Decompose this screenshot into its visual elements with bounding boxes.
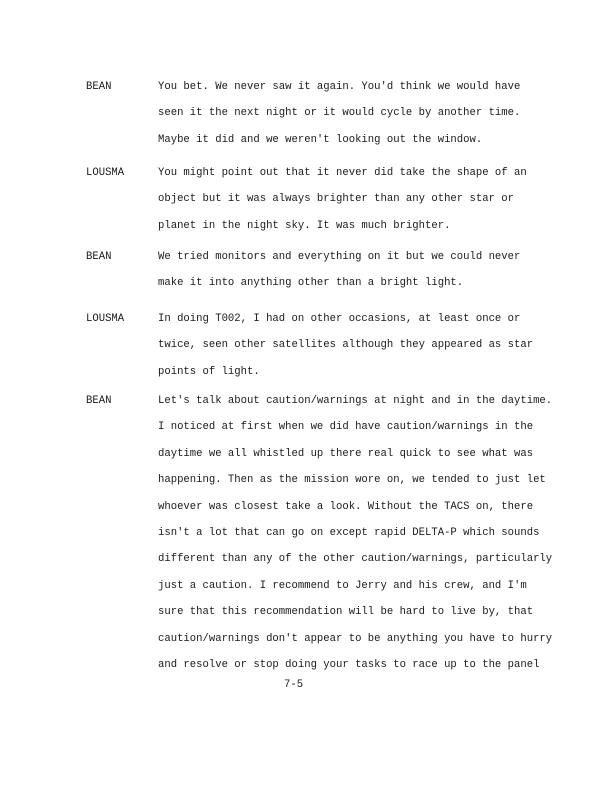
speech-line: make it into anything other than a bright light. — [158, 277, 464, 290]
speech-line: Let's talk about caution/warnings at night and in the daytime. — [158, 395, 553, 407]
speaker-label: BEAN — [86, 395, 112, 407]
speech-line: and resolve or stop doing your tasks to race up to the panel — [158, 659, 540, 672]
speech-line: You might point out that it never did take the shape of an — [158, 167, 527, 179]
speaker-label: BEAN — [86, 81, 112, 93]
speech-line: Maybe it did and we weren't looking out the window. — [158, 133, 483, 146]
speech-line: isn't a lot that can go on except rapid DELTA-P which sounds — [158, 527, 540, 540]
speech-line: whoever was closest take a look. Without the TACS on, there — [158, 500, 534, 513]
speech-line: sure that this recommendation will be hard to live by, that — [158, 606, 534, 619]
speech-block — [158, 74, 558, 153]
speech-line: You bet. We never saw it again. You'd think we would have — [158, 81, 521, 93]
speaker-label: LOUSMA — [86, 313, 125, 325]
speech-line: different than any of the other caution/warnings, particularly — [158, 553, 553, 566]
speech-line: daytime we all whistled up there real quick to see what was — [158, 447, 534, 460]
speech-line: planet in the night sky. It was much brighter. — [158, 219, 451, 232]
page-number: 7-5 — [284, 679, 304, 691]
speaker-label: BEAN — [86, 251, 112, 263]
speaker-label: LOUSMA — [86, 167, 125, 179]
speech-line: caution/warnings don't appear to be anything you have to hurry — [158, 632, 553, 645]
speech-line: twice, seen other satellites although they appeared as star — [158, 339, 534, 352]
speech-line: We tried monitors and everything on it but we could never — [158, 251, 521, 263]
speech-line: points of light. — [158, 365, 260, 378]
speech-line: I noticed at first when we did have caution/warnings in the — [158, 421, 534, 434]
speech-line: object but it was always brighter than any other star or — [158, 193, 515, 206]
speech-line: just a caution. I recommend to Jerry and his crew, and I'm — [158, 579, 527, 592]
speech-block — [158, 244, 558, 297]
speech-block — [158, 306, 558, 385]
speech-line: happening. Then as the mission wore on, we tended to just let — [158, 474, 546, 487]
speech-line: seen it the next night or it would cycle by another time. — [158, 107, 521, 120]
speech-block — [158, 388, 558, 678]
speech-line: In doing T002, I had on other occasions, at least once or — [158, 313, 521, 325]
speech-block — [158, 160, 558, 239]
